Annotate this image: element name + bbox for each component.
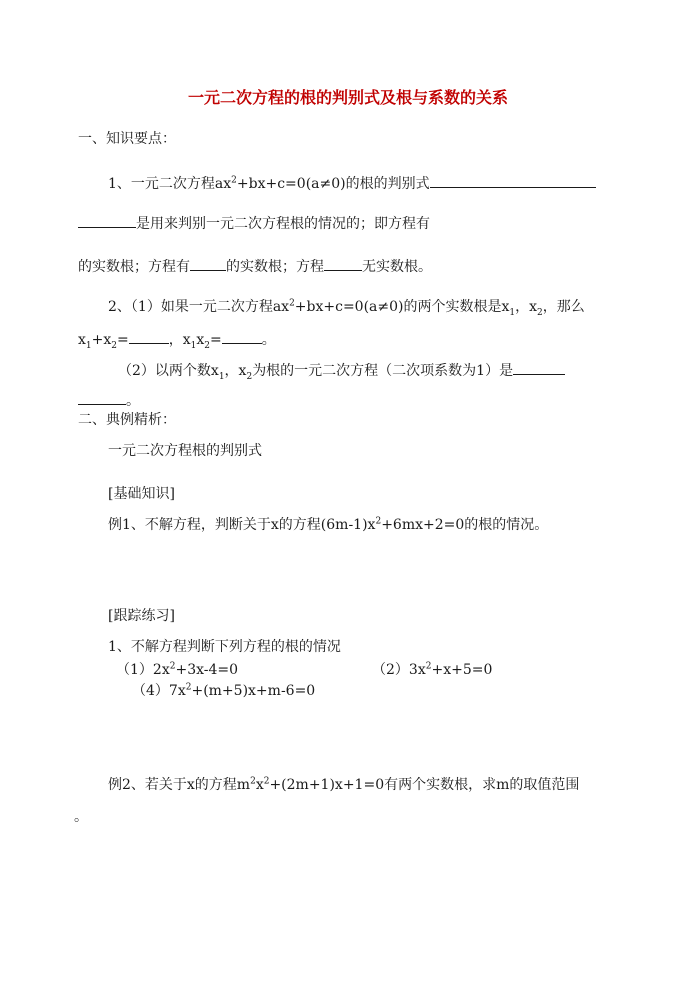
item2-line1 [108, 298, 585, 316]
item1-line2-text: 是用来判别一元二次方程根的情况的；即方程有 [136, 216, 430, 232]
item2-line2 [78, 329, 276, 349]
item1-line1 [108, 173, 596, 193]
item2-a-sup: 2 [289, 298, 295, 309]
ex2-mid: x [255, 777, 264, 793]
item2-c-sub2: 2 [246, 371, 253, 382]
equation-1 [116, 661, 238, 679]
eq4-sup: 2 [185, 682, 192, 693]
item2-c-end: 为根的一元二次方程（二次项系数为1）是 [252, 363, 514, 379]
ex1-end: +6mx+2=0的根的情况。 [381, 517, 549, 533]
example2-tail: 。 [74, 809, 88, 825]
item2-b-x2: x [196, 332, 205, 348]
blank-discriminant-purpose[interactable] [78, 213, 136, 228]
blank-root-product[interactable] [222, 329, 262, 344]
ex1-sup: 2 [375, 516, 382, 527]
blank-root-sum[interactable] [129, 329, 169, 344]
eq2-label: （2） [372, 662, 409, 678]
practice-item1: 1、不解方程判断下列方程的根的情况 [108, 639, 341, 655]
item2-b-sub3: 1 [190, 340, 197, 351]
item2-line4 [78, 390, 140, 410]
item2-b-end: 。 [261, 332, 276, 348]
item1-sup: 2 [231, 175, 237, 186]
ex2-end: +(2m+1)x+1=0有两个实数根，求m的取值范围 [269, 777, 580, 793]
item2-a-sub1: 1 [509, 307, 516, 318]
item2-c-prefix: （2）以两个数x [118, 363, 219, 379]
item1-line3a: 的实数根；方程有 [78, 259, 190, 275]
item2-b-eq: = [117, 332, 129, 348]
ex2-sup1: 2 [250, 776, 256, 787]
item2-a-end: ，那么 [542, 299, 585, 315]
blank-equation-b[interactable] [78, 390, 126, 405]
item2-b-sub4: 2 [204, 340, 211, 351]
eq2-a: 3x [408, 662, 426, 678]
item2-c-sub1: 1 [218, 371, 225, 382]
eq4-b: +(m+5)x+m-6=0 [191, 683, 316, 699]
section2-heading: 二、典例精析： [78, 412, 176, 428]
item1-line2 [78, 213, 430, 233]
item2-b-comma: ，x [168, 332, 191, 348]
equation-4 [132, 682, 315, 700]
ex2-prefix: 例2、若关于x的方程m [108, 777, 251, 793]
eq1-label: （1） [116, 662, 153, 678]
item2-b-sub1: 1 [85, 340, 92, 351]
eq1-a: 2x [152, 662, 170, 678]
ex1-prefix: 例1、不解方程，判断关于x的方程(6m-1)x [108, 517, 376, 533]
item2-d-end: 。 [126, 393, 140, 409]
item2-b-eq2: = [210, 332, 222, 348]
practice-label: [跟踪练习] [108, 608, 175, 624]
item2-a-sub2: 2 [537, 307, 543, 318]
blank-discriminant[interactable] [430, 173, 596, 188]
basic-knowledge-label: [基础知识] [108, 486, 175, 502]
example1 [108, 516, 548, 534]
item1-line3c: 无实数根。 [362, 259, 432, 275]
item2-b-sub2: 2 [111, 340, 118, 351]
page-title: 一元二次方程的根的判别式及根与系数的关系 [187, 88, 508, 107]
example2 [108, 776, 579, 794]
blank-equal-roots[interactable] [190, 256, 226, 271]
item1-line3b: 的实数根；方程 [226, 259, 324, 275]
blank-no-roots[interactable] [324, 256, 362, 271]
item2-a-sep: ，x [515, 299, 538, 315]
eq2-b: +x+5=0 [431, 662, 493, 678]
eq1-sup: 2 [169, 661, 176, 672]
equation-2 [372, 661, 492, 679]
item2-b-x: x [78, 332, 86, 348]
ex2-sup2: 2 [263, 776, 270, 787]
section2-subheading: 一元二次方程根的判别式 [108, 443, 262, 459]
item2-b-plus: +x [91, 332, 112, 348]
item2-a-prefix: 2、（1）如果一元二次方程ax [108, 299, 290, 315]
section1-heading: 一、知识要点： [78, 131, 176, 147]
eq1-b: +3x-4=0 [175, 662, 239, 678]
eq4-label: （4） [132, 683, 169, 699]
item2-c-sep: ，x [224, 363, 247, 379]
item1-middle: +bx+c=0(a≠0)的根的判别式 [236, 176, 430, 192]
eq4-a: 7x [168, 683, 186, 699]
eq2-sup: 2 [425, 661, 432, 672]
item2-line3 [118, 360, 565, 380]
item1-prefix: 1、一元二次方程ax [108, 176, 232, 192]
item2-a-middle: +bx+c=0(a≠0)的两个实数根是x [294, 299, 510, 315]
item1-line3 [78, 256, 432, 276]
blank-equation-a[interactable] [513, 360, 565, 375]
